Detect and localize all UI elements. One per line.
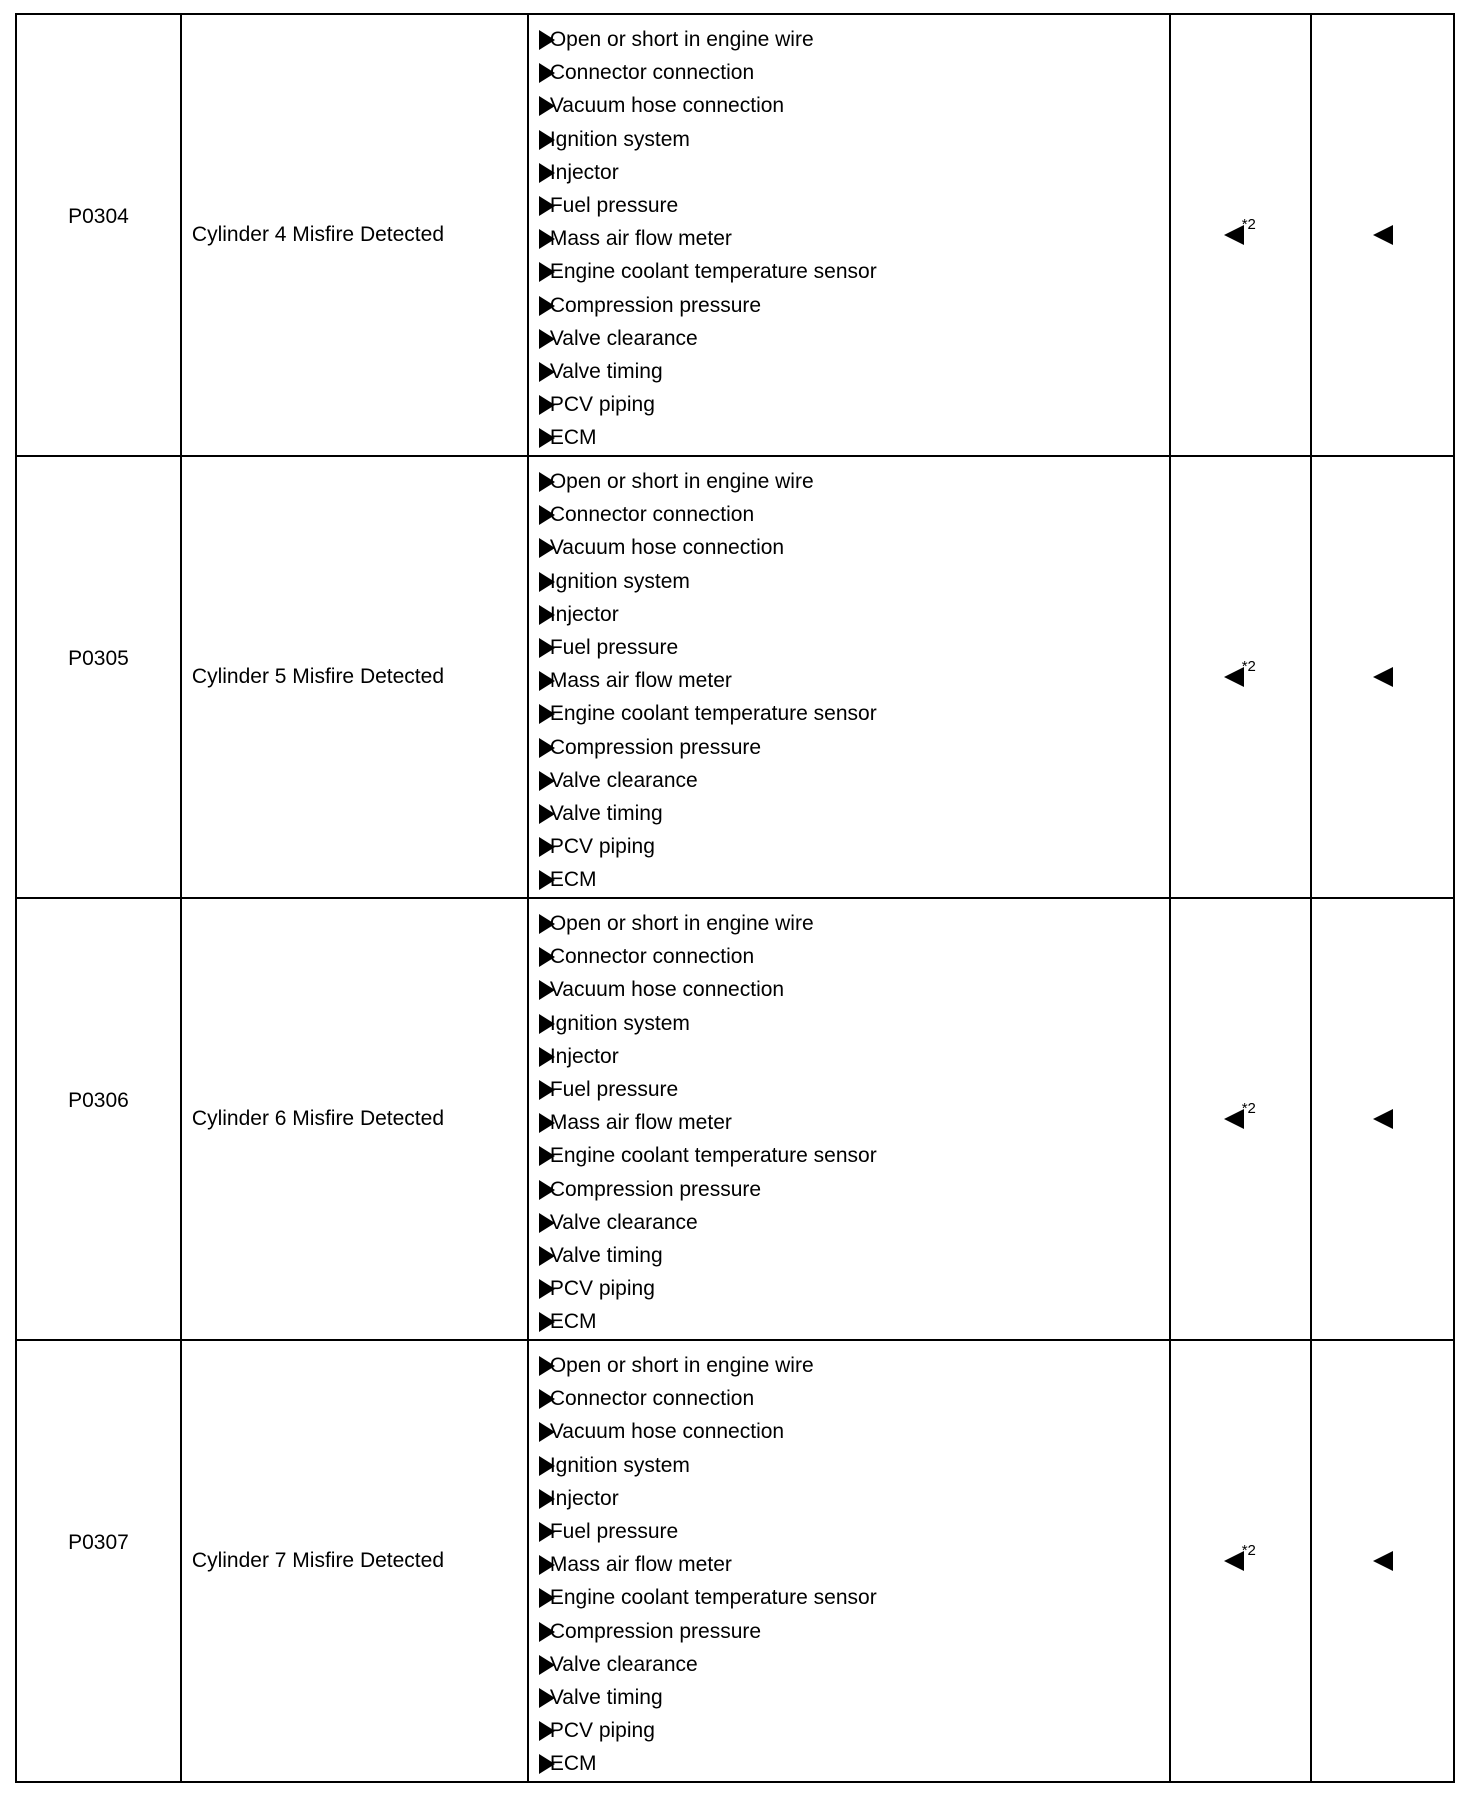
dtc-code-cell: [16, 456, 181, 898]
trouble-area-text: Ignition system: [549, 1011, 690, 1035]
table-row: [16, 456, 1454, 898]
list-item: [539, 388, 1170, 421]
left-triangle-icon: [1373, 225, 1393, 245]
list-item: [539, 1415, 1170, 1448]
trouble-area-text: Injector: [549, 602, 619, 626]
trouble-area-text: Mass air flow meter: [549, 669, 732, 693]
trouble-area-text: PCV piping: [549, 1719, 655, 1743]
list-item: [539, 797, 1170, 830]
trouble-area-text: Engine coolant temperature sensor: [549, 260, 877, 284]
list-item: [539, 1681, 1170, 1714]
trouble-area-text: Compression pressure: [549, 1619, 762, 1643]
list-item: [539, 1272, 1170, 1305]
trouble-area-text: Mass air flow meter: [549, 1111, 732, 1135]
memory-cell: [1311, 14, 1454, 456]
dtc-code: P0307: [68, 1531, 129, 1554]
mil-footnote: *2: [1241, 216, 1256, 234]
left-triangle-icon: [1224, 225, 1244, 245]
trouble-area-text: Open or short in engine wire: [549, 912, 814, 935]
list-item: [539, 1714, 1170, 1747]
trouble-area-text: Engine coolant temperature sensor: [549, 1586, 877, 1610]
list-item: [539, 731, 1170, 764]
trouble-area-text: Fuel pressure: [549, 193, 679, 217]
list-item: [539, 907, 1170, 940]
list-item: [539, 1482, 1170, 1515]
mil-cell: [1170, 456, 1311, 898]
trouble-area-list: [539, 1349, 1170, 1780]
trouble-area-text: Valve clearance: [549, 326, 698, 350]
trouble-area-text: Mass air flow meter: [549, 1553, 732, 1577]
list-item: [539, 1515, 1170, 1548]
trouble-area-text: Ignition system: [549, 1453, 690, 1477]
trouble-area-list: [539, 907, 1170, 1338]
trouble-area-text: Vacuum hose connection: [549, 536, 785, 560]
list-item: [539, 598, 1170, 631]
trouble-area-text: Fuel pressure: [549, 1519, 679, 1543]
trouble-area-text: Mass air flow meter: [549, 227, 732, 251]
trouble-area-text: Vacuum hose connection: [549, 1420, 785, 1444]
list-item: [539, 1382, 1170, 1415]
trouble-area-text: Compression pressure: [549, 1177, 762, 1201]
dtc-code: P0305: [68, 647, 129, 670]
dtc-code-cell: [16, 14, 181, 456]
trouble-area-text: Open or short in engine wire: [549, 28, 814, 51]
left-triangle-icon: [1224, 667, 1244, 687]
trouble-area-text: Valve timing: [549, 1685, 663, 1709]
list-item: [539, 940, 1170, 973]
list-item: [539, 1747, 1170, 1780]
list-item: [539, 322, 1170, 355]
list-item: [539, 531, 1170, 564]
trouble-area-text: PCV piping: [549, 835, 655, 859]
list-item: [539, 222, 1170, 255]
table-row: [16, 1340, 1454, 1782]
dtc-code-cell: [16, 1340, 181, 1782]
trouble-area-text: Injector: [549, 1486, 619, 1510]
list-item: [539, 498, 1170, 531]
detection-item: Cylinder 5 Misfire Detected: [181, 456, 528, 898]
mil-footnote: *2: [1241, 658, 1256, 676]
list-item: [539, 1073, 1170, 1106]
trouble-area-text: Valve timing: [549, 801, 663, 825]
trouble-area-text: Engine coolant temperature sensor: [549, 1144, 877, 1168]
trouble-area-text: ECM: [549, 426, 597, 450]
table-row: [16, 14, 1454, 456]
list-item: [539, 1581, 1170, 1614]
list-item: [539, 1206, 1170, 1239]
trouble-area-text: Open or short in engine wire: [549, 1354, 814, 1377]
list-item: [539, 764, 1170, 797]
list-item: [539, 56, 1170, 89]
trouble-area-text: Compression pressure: [549, 293, 762, 317]
trouble-area-text: PCV piping: [549, 393, 655, 417]
list-item: [539, 1305, 1170, 1338]
list-item: [539, 1173, 1170, 1206]
list-item: [539, 1007, 1170, 1040]
trouble-area-list: [539, 23, 1170, 454]
trouble-area-text: Valve clearance: [549, 1652, 698, 1676]
mil-cell: [1170, 898, 1311, 1340]
trouble-area-text: ECM: [549, 1310, 597, 1334]
list-item: [539, 1548, 1170, 1581]
trouble-area-cell: [528, 1340, 1171, 1782]
trouble-area-text: Ignition system: [549, 127, 690, 151]
table-row: [16, 898, 1454, 1340]
trouble-area-text: Vacuum hose connection: [549, 978, 785, 1002]
trouble-area-text: PCV piping: [549, 1277, 655, 1301]
left-triangle-icon: [1373, 667, 1393, 687]
dtc-code-cell: [16, 898, 181, 1340]
trouble-area-cell: [528, 14, 1171, 456]
detection-item: Cylinder 7 Misfire Detected: [181, 1340, 528, 1782]
memory-cell: [1311, 898, 1454, 1340]
trouble-area-text: Valve clearance: [549, 768, 698, 792]
mil-cell: [1170, 1340, 1311, 1782]
trouble-area-text: Fuel pressure: [549, 635, 679, 659]
list-item: [539, 1449, 1170, 1482]
list-item: [539, 355, 1170, 388]
list-item: [539, 1040, 1170, 1073]
detection-item: Cylinder 6 Misfire Detected: [181, 898, 528, 1340]
trouble-area-text: Injector: [549, 1044, 619, 1068]
list-item: [539, 255, 1170, 288]
trouble-area-text: Valve timing: [549, 1243, 663, 1267]
list-item: [539, 1648, 1170, 1681]
trouble-area-text: Valve clearance: [549, 1210, 698, 1234]
detection-item: Cylinder 4 Misfire Detected: [181, 14, 528, 456]
dtc-code: P0304: [68, 205, 129, 228]
dtc-table: [15, 13, 1455, 1783]
trouble-area-text: ECM: [549, 1752, 597, 1776]
trouble-area-text: ECM: [549, 868, 597, 892]
mil-footnote: *2: [1241, 1542, 1256, 1560]
list-item: [539, 664, 1170, 697]
list-item: [539, 465, 1170, 498]
trouble-area-cell: [528, 456, 1171, 898]
list-item: [539, 973, 1170, 1006]
left-triangle-icon: [1224, 1551, 1244, 1571]
trouble-area-text: Injector: [549, 160, 619, 184]
trouble-area-text: Compression pressure: [549, 735, 762, 759]
trouble-area-list: [539, 465, 1170, 896]
list-item: [539, 1106, 1170, 1139]
dtc-table-body: [16, 14, 1454, 1782]
trouble-area-text: Valve timing: [549, 359, 663, 383]
list-item: [539, 289, 1170, 322]
trouble-area-text: Connector connection: [549, 1387, 755, 1411]
trouble-area-text: Open or short in engine wire: [549, 470, 814, 493]
list-item: [539, 156, 1170, 189]
trouble-area-text: Vacuum hose connection: [549, 94, 785, 118]
list-item: [539, 565, 1170, 598]
list-item: [539, 189, 1170, 222]
mil-cell: [1170, 14, 1311, 456]
list-item: [539, 631, 1170, 664]
list-item: [539, 1139, 1170, 1172]
trouble-area-text: Connector connection: [549, 945, 755, 969]
trouble-area-text: Engine coolant temperature sensor: [549, 702, 877, 726]
memory-cell: [1311, 1340, 1454, 1782]
list-item: [539, 830, 1170, 863]
left-triangle-icon: [1373, 1109, 1393, 1129]
mil-footnote: *2: [1241, 1100, 1256, 1118]
trouble-area-text: Connector connection: [549, 61, 755, 85]
left-triangle-icon: [1373, 1551, 1393, 1571]
list-item: [539, 863, 1170, 896]
trouble-area-text: Fuel pressure: [549, 1077, 679, 1101]
memory-cell: [1311, 456, 1454, 898]
dtc-code: P0306: [68, 1089, 129, 1112]
list-item: [539, 1615, 1170, 1648]
list-item: [539, 1349, 1170, 1382]
list-item: [539, 1239, 1170, 1272]
left-triangle-icon: [1224, 1109, 1244, 1129]
trouble-area-text: Connector connection: [549, 503, 755, 527]
list-item: [539, 89, 1170, 122]
list-item: [539, 23, 1170, 56]
list-item: [539, 421, 1170, 454]
list-item: [539, 697, 1170, 730]
list-item: [539, 123, 1170, 156]
trouble-area-cell: [528, 898, 1171, 1340]
trouble-area-text: Ignition system: [549, 569, 690, 593]
